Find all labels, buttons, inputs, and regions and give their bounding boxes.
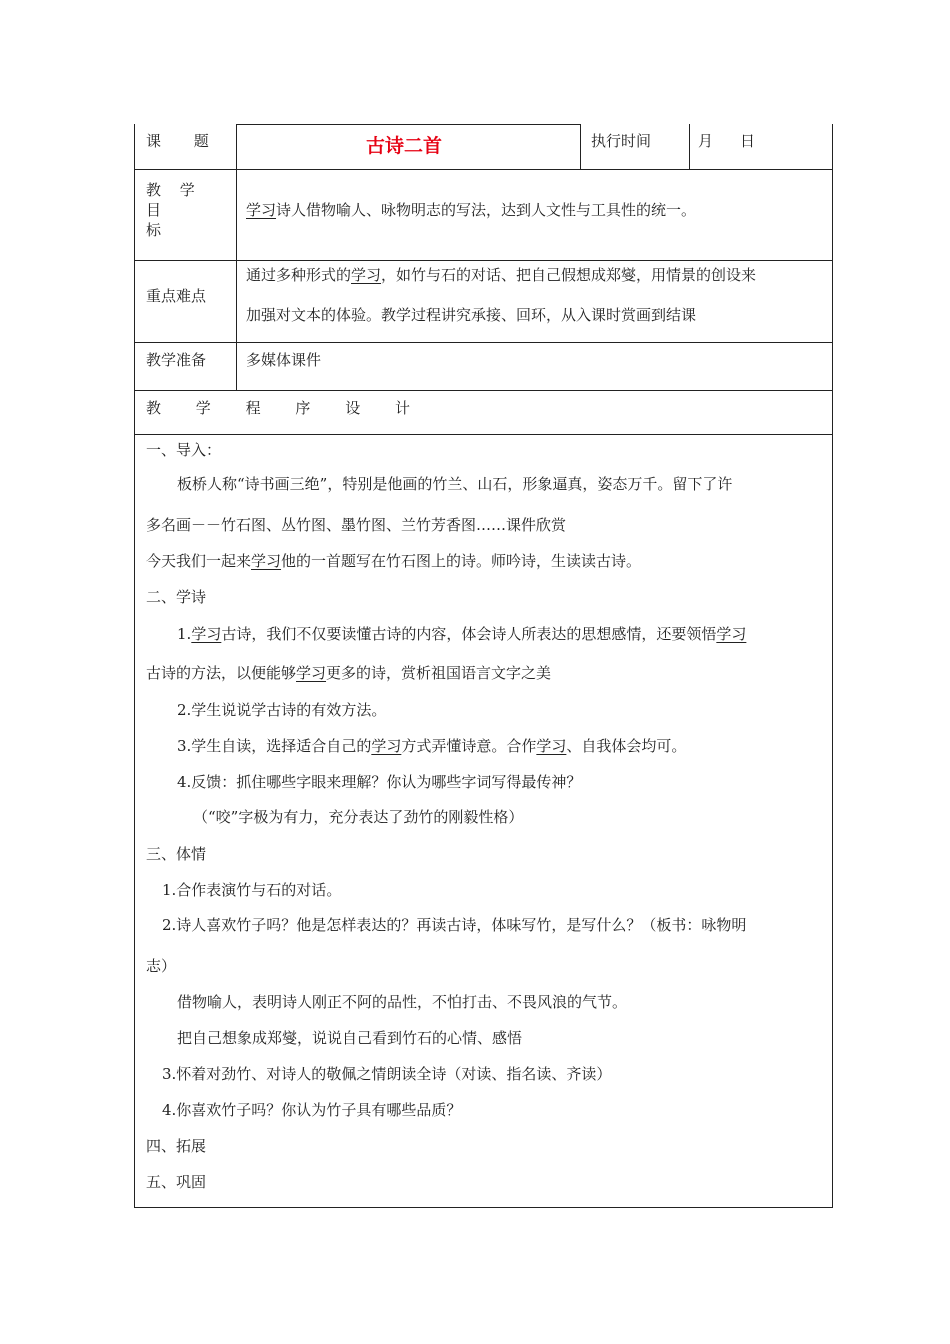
intro-paragraph-line1: 板桥人称“诗书画三绝”，特别是他画的竹兰、山石，形象逼真，姿态万千。留下了许 (177, 475, 733, 493)
row-divider (134, 342, 833, 343)
learn-item-3: 3.学生自读，选择适合自己的学习方式弄懂诗意。合作学习、自我体会均可。 (177, 737, 687, 755)
exec-time-label: 执行时间 (591, 132, 652, 150)
section-feel-heading: 三、体情 (146, 845, 207, 863)
table-left-border (134, 124, 135, 1208)
prep-label: 教学准备 (146, 351, 207, 369)
learn-item-1-line1: 1.学习古诗，我们不仅要读懂古诗的内容，体会诗人所表达的思想感情，还要领悟学习 (177, 625, 747, 643)
title-cell-top-border (236, 124, 581, 125)
table-bottom-border (134, 1207, 833, 1208)
section-intro-heading: 一、导入： (146, 441, 222, 459)
day-label: 日 (740, 132, 756, 150)
learn-item-2: 2.学生说说学古诗的有效方法。 (177, 701, 387, 719)
section-consolidate-heading: 五、巩固 (146, 1173, 207, 1191)
row-divider (134, 390, 833, 391)
key-points-label: 重点难点 (146, 287, 207, 305)
design-header: 教 学 程 序 设 计 (146, 399, 410, 417)
table-right-border (832, 124, 833, 1208)
learn-item-4: 4.反馈：抓住哪些字眼来理解？你认为哪些字词写得最传神？ (177, 773, 582, 791)
feel-paragraph-2: 把自己想象成郑燮，说说自己看到竹石的心情、感悟 (177, 1029, 523, 1047)
col-divider (236, 124, 237, 170)
intro-paragraph-line2: 多名画－－竹石图、丛竹图、墨竹图、兰竹芳香图……课件欣赏 (146, 516, 567, 534)
feel-paragraph-1: 借物喻人，表明诗人刚正不阿的品性，不怕打击、不畏风浪的气节。 (177, 993, 628, 1011)
goals-label: 教 学 目 (146, 181, 195, 219)
section-learn-heading: 二、学诗 (146, 588, 207, 606)
feel-item-3: 3.怀着对劲竹、对诗人的敬佩之情朗读全诗（对读、指名读、齐读） (162, 1065, 612, 1083)
goals-text: 学习诗人借物喻人、咏物明志的写法，达到人文性与工具性的统一。 (246, 201, 697, 219)
intro-paragraph-2: 今天我们一起来学习他的一首题写在竹石图上的诗。师吟诗，生读读古诗。 (146, 552, 642, 570)
row-divider (134, 434, 833, 435)
key-points-line1: 通过多种形式的学习，如竹与石的对话、把自己假想成郑燮，用情景的创设来 (246, 266, 757, 284)
feel-item-4: 4.你喜欢竹子吗？你认为竹子具有哪些品质？ (162, 1101, 462, 1119)
month-label: 月 (698, 132, 714, 150)
row-divider (134, 169, 833, 170)
col-divider (580, 124, 581, 170)
prep-text: 多媒体课件 (246, 351, 322, 369)
key-points-line2: 加强对文本的体验。教学过程讲究承接、回环，从入课时赏画到结课 (246, 306, 697, 324)
row-divider (134, 260, 833, 261)
learn-note: （“咬”字极为有力，充分表达了劲竹的刚毅性格） (193, 808, 524, 826)
col-divider (689, 124, 690, 170)
feel-item-1: 1.合作表演竹与石的对话。 (162, 881, 342, 899)
topic-label: 课 题 (146, 132, 209, 150)
feel-item-2-line2: 志） (146, 957, 177, 975)
feel-item-2-line1: 2.诗人喜欢竹子吗？他是怎样表达的？再读古诗，体味写竹，是写什么？（板书：咏物明 (162, 916, 747, 934)
col-divider (236, 169, 237, 391)
lesson-title: 古诗二首 (366, 135, 443, 157)
goals-label-line2: 标 (146, 221, 162, 239)
section-extend-heading: 四、拓展 (146, 1137, 207, 1155)
learn-item-1-line2: 古诗的方法，以便能够学习更多的诗，赏析祖国语言文字之美 (146, 664, 552, 682)
